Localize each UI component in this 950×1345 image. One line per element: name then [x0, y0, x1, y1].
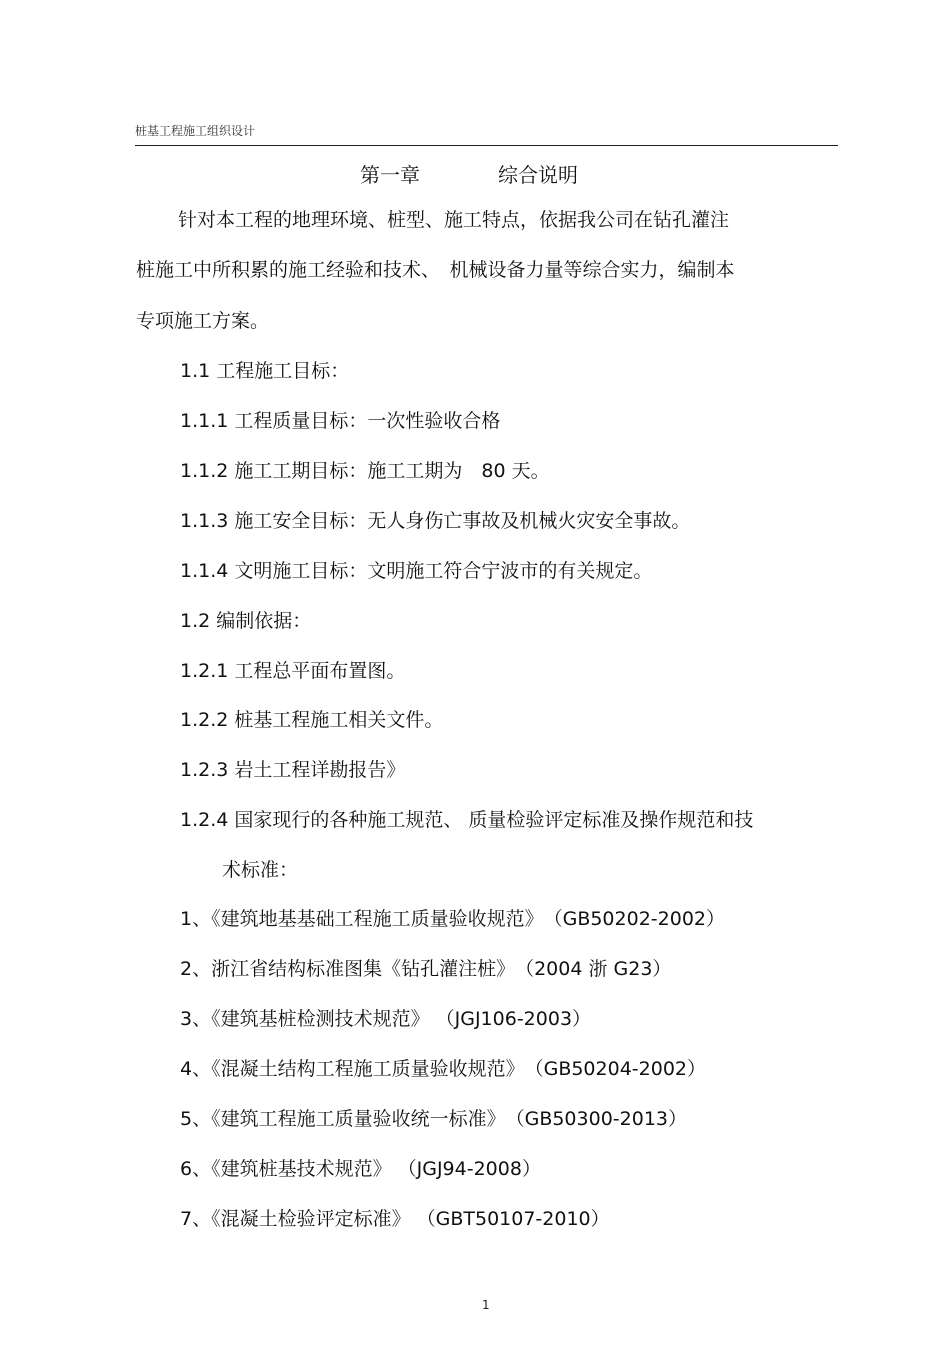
section-1-2-4: 1.2.4 国家现行的各种施工规范、 质量检验评定标准及操作规范和技 [180, 809, 754, 831]
reference-item-4: 4、《混凝土结构工程施工质量验收规范》 （GB50204-2002） [180, 1058, 706, 1080]
chapter-title: 综合说明 [498, 163, 578, 187]
chapter-heading [360, 159, 578, 188]
intro-line-3: 专项施工方案。 [136, 310, 270, 332]
reference-item-1: 1、《建筑地基基础工程施工质量验收规范》 （GB50202-2002） [180, 908, 725, 930]
section-1-1-3: 1.1.3 施工安全目标：无人身伤亡事故及机械火灾安全事故。 [180, 510, 691, 532]
header-divider [135, 145, 838, 146]
section-1-2-1: 1.2.1 工程总平面布置图。 [180, 660, 406, 682]
section-1-2-3: 1.2.3 岩土工程详勘报告》 [180, 759, 406, 781]
section-1-1: 1.1 工程施工目标： [180, 360, 350, 382]
chapter-number: 第一章 [360, 163, 420, 187]
section-1-2-2: 1.2.2 桩基工程施工相关文件。 [180, 709, 444, 731]
reference-item-5: 5、《建筑工程施工质量验收统一标准》 （GB50300-2013） [180, 1108, 687, 1130]
section-1-1-4: 1.1.4 文明施工目标：文明施工符合宁波市的有关规定。 [180, 560, 653, 582]
running-header: 桩基工程施工组织设计 [135, 124, 256, 138]
reference-item-7: 7、《混凝土检验评定标准》 （GBT50107-2010） [180, 1208, 610, 1230]
reference-item-6: 6、《建筑桩基技术规范》 （JGJ94-2008） [180, 1158, 541, 1180]
intro-line-2: 桩施工中所积累的施工经验和技术、 机械设备力量等综合实力，编制本 [136, 259, 735, 281]
reference-item-2: 2、浙江省结构标准图集《钻孔灌注桩》 （2004 浙 G23） [180, 958, 672, 980]
reference-item-3: 3、《建筑基桩检测技术规范》 （JGJ106-2003） [180, 1008, 592, 1030]
section-1-1-1: 1.1.1 工程质量目标：一次性验收合格 [180, 410, 501, 432]
intro-line-1: 针对本工程的地理环境、桩型、施工特点，依据我公司在钻孔灌注 [178, 209, 730, 231]
page-number: 1 [482, 1298, 490, 1312]
section-1-2: 1.2 编制依据： [180, 610, 312, 632]
section-1-1-2: 1.1.2 施工工期目标：施工工期为 80 天。 [180, 460, 550, 482]
section-1-2-4-continued: 术标准： [222, 859, 299, 881]
